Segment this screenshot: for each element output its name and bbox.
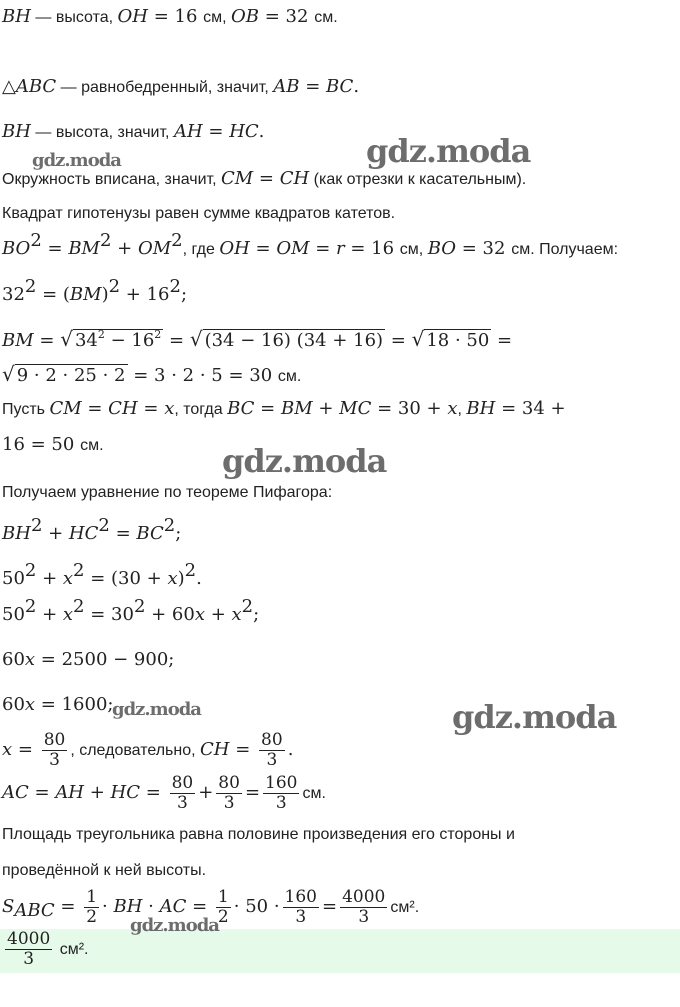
line-substitution: $32^2 = (BM)^2 + 16^2$; (2, 276, 188, 305)
line-height-bisects: BH — высота, значит, AH = HC. (2, 121, 265, 142)
line-x-value: x = $\frac{80}{3}$ , следовательно, CH = $\frac{80}{3}$ . (2, 730, 294, 771)
line-area-formula: $S_{ABC}$ = $\frac{1}{2}$ · BH · AC = $\frac{1}{2}$ · 50 · $\frac{160}{3}$ = $\frac{4000}{3}$ см². (2, 887, 420, 928)
answer-fraction: $\frac{4000}{3}$ (7, 929, 51, 970)
line-equation-substituted: $50^2 + x^2 = (30 + x)^2$. (2, 560, 202, 589)
line-equation-general: $BH^2 + HC^2 = BC^2$; (2, 515, 182, 544)
line-equation-expanded: $50^2 + x^2 = 30^2 + 60x + x^2$; (2, 596, 260, 625)
answer-line (2, 929, 89, 971)
line-equation-simplified: 60x = 2500 − 900; (2, 649, 175, 670)
line-area-rule-1: Площадь треугольника равна половине произведения его стороны и (2, 826, 515, 843)
line-bm-root: BM = √ $34^2 - 16^2$ = √ (34 − 16) (34 + 16) = √ 18 · 50 = (2, 327, 513, 351)
watermark-logo: gdz.moda (366, 132, 531, 170)
answer-unit: см². (59, 941, 89, 958)
answer-highlight (0, 929, 680, 973)
line-area-rule-2: проведённой к ней высоты. (2, 862, 207, 879)
watermark-logo: gdz.moda (130, 915, 219, 936)
line-bh-value: 16 = 50 см. (2, 434, 104, 455)
line-ac-value: AC = AH + HC = $\frac{80}{3}$ + $\frac{80}{3}$ = $\frac{160}{3}$ см. (2, 773, 326, 814)
line-equation-result: 60x = 1600; (2, 694, 114, 715)
line-pythagoras-formula: $BO^2 = BM^2 + OM^2$, где OH = OM = r = 16 см, BO = 32 см. Получаем: (2, 230, 619, 259)
watermark-logo: gdz.moda (452, 698, 617, 736)
line-pythagoras-statement: Квадрат гипотенузы равен сумме квадратов катетов. (2, 205, 396, 222)
line-given: BH — высота, OH = 16 см, OB = 32 см. (2, 6, 338, 27)
watermark-logo: gdz.moda (112, 699, 201, 720)
line-bm-value: √ 9 · 2 · 25 · 2 = 3 · 2 · 5 = 30 см. (2, 362, 302, 386)
watermark-logo: gdz.moda (32, 150, 121, 171)
line-isosceles: △ABC — равнобедренный, значит, AB = BC. (2, 76, 360, 97)
line-let-x: Пусть CM = CH = x, тогда BC = BM + MC = 30 + x, BH = 34 + (2, 398, 566, 419)
line-inscribed: Окружность вписана, значит, CM = CH (как отрезки к касательным). (2, 168, 527, 189)
watermark-logo: gdz.moda (222, 442, 387, 480)
line-equation-intro: Получаем уравнение по теореме Пифагора: (2, 484, 333, 501)
